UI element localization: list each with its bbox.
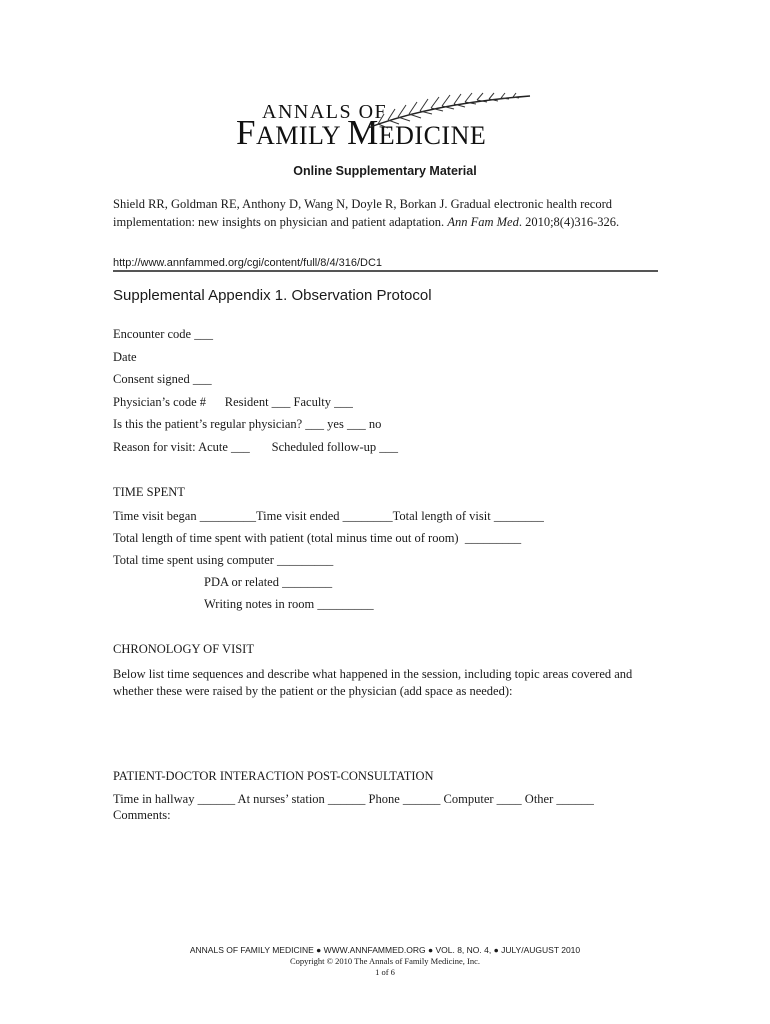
post-consultation-times-line: Time in hallway ______ At nurses’ station ______ Phone ______ Computer ____ Other ______ xyxy=(113,792,594,806)
appendix-title: Supplemental Appendix 1. Observation Protocol xyxy=(113,287,432,304)
online-supplementary-heading: Online Supplementary Material xyxy=(293,164,477,178)
writing-notes-line: Writing notes in room _________ xyxy=(204,597,374,611)
pda-line: PDA or related ________ xyxy=(204,575,333,589)
computer-time-line: Total time spent using computer _________ xyxy=(113,553,334,567)
footer-copyright: Copyright © 2010 The Annals of Family Medicine, Inc. xyxy=(290,956,480,966)
masthead-edicine: EDICINE xyxy=(378,121,487,150)
chronology-instructions: Below list time sequences and describe what happened in the session, including topic areas covered and whether these were raised by the patient or the physician (add space as needed): xyxy=(113,667,633,698)
encounter-code-field: Encounter code ___ xyxy=(113,327,213,341)
masthead-f: F xyxy=(236,113,256,152)
citation-authors-title: Shield RR, Goldman RE, Anthony D, Wang N, Doyle R, Borkan J. Gradual electronic health record implementation: new insights on physician and patient adaptation. xyxy=(113,197,613,229)
time-spent-heading: TIME SPENT xyxy=(113,485,185,499)
masthead-m: M xyxy=(347,113,379,152)
citation-details: . 2010;8(4)316-326. xyxy=(518,215,620,229)
citation-journal: Ann Fam Med xyxy=(447,215,519,229)
fern-logo-icon xyxy=(364,92,534,132)
time-visit-line: Time visit began _________Time visit ended ________Total length of visit ________ xyxy=(113,509,544,523)
total-length-line: Total length of time spent with patient (total minus time out of room) _________ xyxy=(113,531,522,545)
date-field: Date xyxy=(113,350,137,364)
masthead-amily: AMILY xyxy=(255,121,348,150)
chronology-heading: CHRONOLOGY OF VISIT xyxy=(113,642,254,656)
citation xyxy=(113,195,653,231)
article-url-link[interactable]: http://www.annfammed.org/cgi/content/full/8/4/316/DC1 xyxy=(113,257,383,269)
post-consultation-heading: PATIENT-DOCTOR INTERACTION POST-CONSULTATION xyxy=(113,769,434,783)
footer-journal-line: ANNALS OF FAMILY MEDICINE ● WWW.ANNFAMMED.ORG ● VOL. 8, NO. 4, ● JULY/AUGUST 2010 xyxy=(189,945,581,955)
divider xyxy=(113,270,658,272)
physician-code-field: Physician’s code # Resident ___ Faculty ___ xyxy=(113,395,353,409)
comments-label: Comments: xyxy=(113,808,171,822)
regular-physician-field: Is this the patient’s regular physician? ___ yes ___ no xyxy=(113,417,382,431)
consent-signed-field: Consent signed ___ xyxy=(113,372,212,386)
footer-page-number: 1 of 6 xyxy=(375,967,395,977)
masthead-annals-of: ANNALS OF xyxy=(262,101,388,123)
reason-for-visit-field: Reason for visit: Acute ___ Scheduled follow-up ___ xyxy=(113,440,399,454)
